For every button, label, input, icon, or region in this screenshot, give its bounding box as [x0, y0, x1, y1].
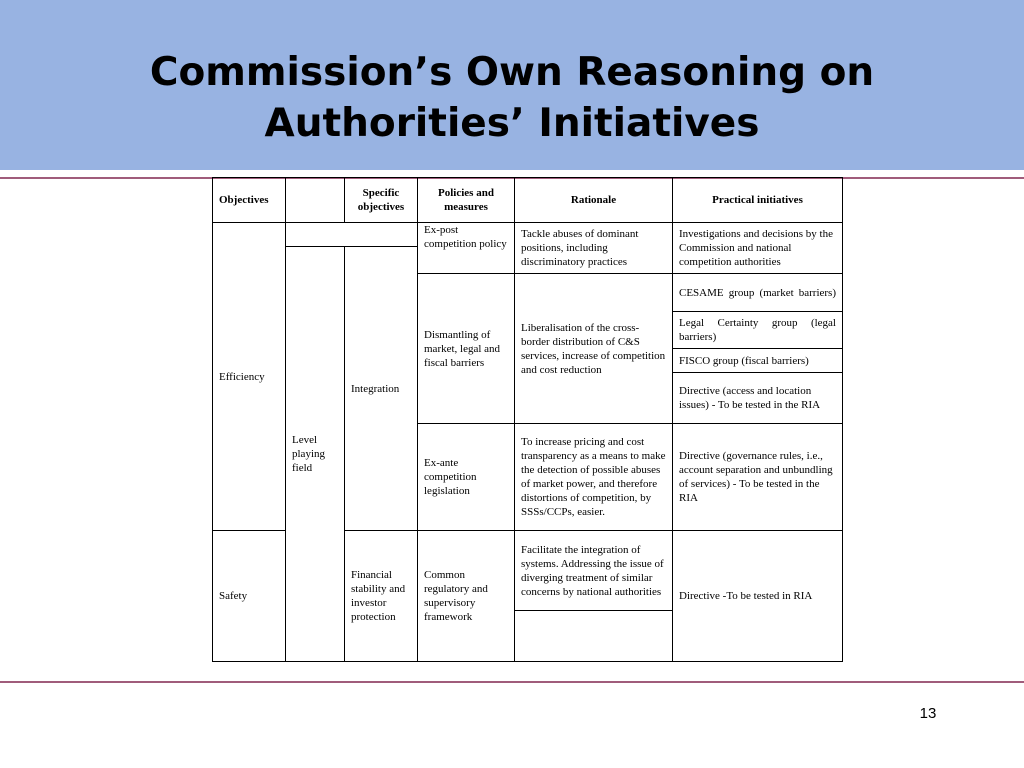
practical-investigations: Investigations and decisions by the Commission and national competition authorities: [673, 223, 843, 274]
practical-directive-ria: Directive -To be tested in RIA: [673, 531, 843, 662]
title-line-1: Commission’s Own Reasoning on: [149, 50, 875, 95]
specific-integration: Integration: [345, 247, 418, 531]
level-playing-field: Level playing field: [286, 247, 345, 662]
rationale-tackle-abuses: Tackle abuses of dominant positions, including discriminatory practices: [515, 223, 673, 274]
objective-safety: Safety: [213, 531, 286, 662]
practical-fisco: FISCO group (fiscal barriers): [673, 349, 843, 373]
policy-common-framework: Common regulatory and supervisory framework: [418, 531, 515, 662]
header-practical-initiatives: Practical initiatives: [673, 178, 843, 223]
header-rationale: Rationale: [515, 178, 673, 223]
initiatives-table-wrapper: [212, 177, 843, 662]
rationale-empty: [515, 611, 673, 662]
slide-title: [0, 47, 1024, 149]
title-band: [0, 0, 1024, 170]
table-row: [213, 223, 843, 247]
header-row: [213, 178, 843, 223]
practical-legal-certainty: Legal Certainty group (legal barriers): [673, 312, 843, 349]
title-line-2: Authorities’ Initiatives: [264, 101, 760, 146]
rationale-pricing-transparency: To increase pricing and cost transparency as a means to make the detection of possible abuses of market power, and therefore distortions of competition, by SSSs/CCPs, easier.: [515, 424, 673, 531]
policy-ex-ante: Ex-ante competition legislation: [418, 424, 515, 531]
practical-cesame: CESAME group (market barriers): [673, 274, 843, 312]
practical-directive-access: Directive (access and location issues) - To be tested in the RIA: [673, 373, 843, 424]
rationale-liberalisation: Liberalisation of the cross-border distribution of C&S services, increase of competition and cost reduction: [515, 274, 673, 424]
header-specific-objectives: Specific objectives: [345, 178, 418, 223]
rationale-facilitate-integration: Facilitate the integration of systems. Addressing the issue of diverging treatment of similar concerns by national authorities: [515, 531, 673, 611]
policy-dismantling: Dismantling of market, legal and fiscal barriers: [418, 274, 515, 424]
spacer-cell: [286, 223, 418, 247]
initiatives-table: [212, 177, 843, 662]
page-number: 13: [919, 705, 937, 722]
bottom-divider: [0, 681, 1024, 683]
practical-directive-governance: Directive (governance rules, i.e., account separation and unbundling of services) - To be tested in the RIA: [673, 424, 843, 531]
objective-efficiency: Efficiency: [213, 223, 286, 531]
policy-ex-post: Ex-post competition policy: [418, 223, 515, 274]
header-objectives: Objectives: [213, 178, 286, 223]
header-policies: Policies and measures: [418, 178, 515, 223]
header-blank: [286, 178, 345, 223]
specific-financial-stability: Financial stability and investor protection: [345, 531, 418, 662]
